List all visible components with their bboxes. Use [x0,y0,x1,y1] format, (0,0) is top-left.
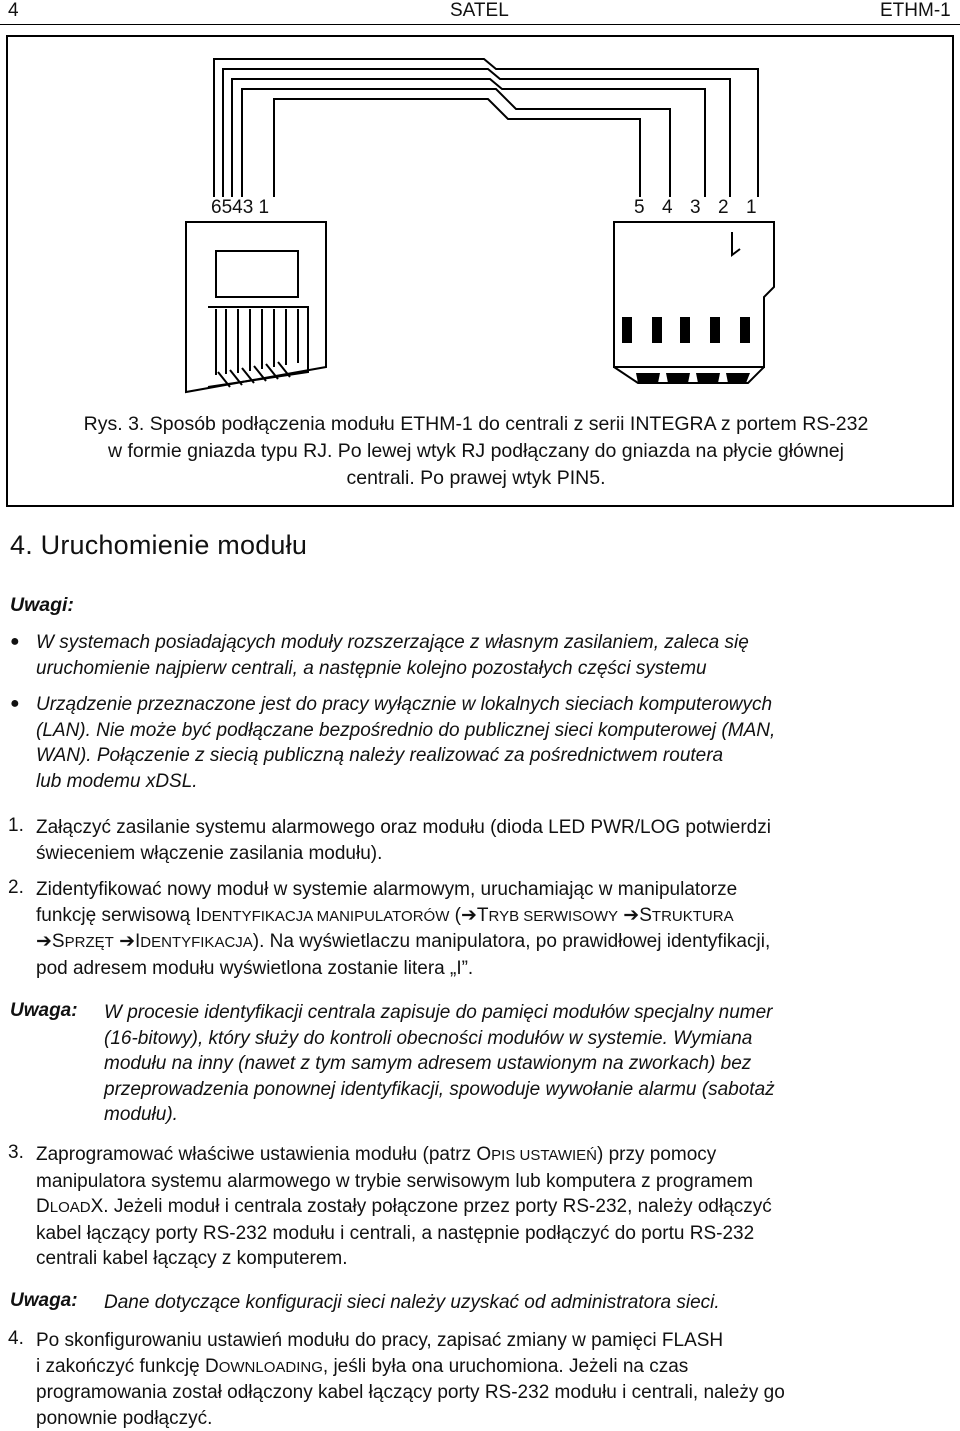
step-1 [36,815,952,866]
text-line: centrali kabel łączący z komputerem. [36,1248,348,1269]
text-line: W procesie identyfikacji centrala zapisuje do pamięci modułów specjalny numer [104,1002,773,1023]
note-label: Uwaga: [10,1000,78,1021]
bullet-icon: ● [10,695,20,712]
caption-line: Rys. 3. Sposób podłączenia modułu ETHM-1 do centrali z serii INTEGRA z portem RS-232 [83,413,869,435]
caption-line: centrali. Po prawej wtyk PIN5. [346,467,606,489]
arrow-right-icon: ➔ [623,904,640,926]
text-line: Po skonfigurowaniu ustawień modułu do pracy, zapisać zmiany w pamięci FLASH [36,1330,724,1351]
header-brand: SATEL [450,0,509,21]
pin-label: 1 [746,197,757,218]
text-line: kabel łączący porty RS-232 modułu i centrali, a następnie podłączyć do portu RS-232 [36,1222,755,1244]
text-line: Zidentyfikować nowy moduł w systemie alarmowym, uruchamiając w manipulatorze [36,879,738,900]
text-line: świeceniem włączenie zasilania modułu). [36,842,383,864]
notes-label: Uwagi: [10,594,74,616]
text-line: i zakończyć funkcję DOWNLOADING, jeśli była ona uruchomiona. Jeżeli na czas [36,1355,689,1377]
step-number: 1. [8,815,24,836]
step-number: 4. [8,1328,24,1349]
step-number: 3. [8,1142,24,1163]
pin-label: 3 [690,197,701,218]
text-line: Załączyć zasilanie systemu alarmowego oraz modułu (dioda LED PWR/LOG potwierdzi [36,817,771,838]
text-line: (16-bitowy), który służy do kontroli obecności modułów w systemie. Wymiana [104,1027,753,1049]
step-3 [36,1142,952,1272]
text-line: przeprowadzenia ponownej identyfikacji, spowoduje wywołanie alarmu (sabotaż [104,1078,775,1100]
left-plug-pin-labels: 6543 1 [211,197,270,218]
note-label: Uwaga: [10,1290,78,1311]
text-line: modułu). [104,1104,178,1125]
note-1 [104,1000,952,1128]
text-line: (LAN). Nie może być podłączane bezpośrednio do publicznej sieci komputerowej (MAN, [36,719,776,741]
step-2 [36,877,952,981]
header-product: ETHM-1 [880,0,951,21]
arrow-right-icon: ➔ [36,931,52,952]
text-line: funkcję serwisową IDENTYFIKACJA MANIPULATORÓW (➔TRYB SERWISOWY ➔STRUKTURA [36,904,734,926]
pin-label: 5 [634,197,645,218]
text-line: pod adresem modułu wyświetlona zostanie litera „I”. [36,957,474,979]
step-number: 2. [8,877,24,898]
text-line: Zaprogramować właściwe ustawienia modułu (patrz OPIS USTAWIEŃ) przy pomocy [36,1144,717,1165]
note-bullet-2 [36,692,952,794]
section-title: 4. Uruchomienie modułu [10,530,308,560]
text-line: W systemach posiadających moduły rozszerzające z własnym zasilaniem, zaleca się [36,632,749,653]
step-4 [36,1328,952,1431]
arrow-right-icon: ➔ [119,931,135,952]
note-bullet-1 [36,630,952,681]
text-line: lub modemu xDSL. [36,770,198,792]
text-line: ➔SPRZĘT ➔IDENTYFIKACJA). Na wyświetlaczu manipulatora, po prawidłowej identyfikacji, [36,931,771,952]
pin-label: 2 [718,197,729,218]
text-line: manipulatora systemu alarmowego w trybie serwisowym lub komputera z programem [36,1170,753,1192]
text-line: programowania został odłączony kabel łączący porty RS-232 modułu i centrali, należy go [36,1382,785,1403]
text-line: modułu na inny (nawet z tym samym adresem ustawionym na zworkach) bez [104,1053,752,1074]
text-line: ponownie podłączyć. [36,1407,213,1429]
page-header [0,0,960,24]
caption-line: w formie gniazda typu RJ. Po lewej wtyk RJ podłączany do gniazda na płycie głównej [108,440,844,462]
bullet-icon: ● [10,633,20,650]
text-line: DLOADX. Jeżeli moduł i centrala zostały połączone przez porty RS-232, należy odłączyć [36,1196,772,1217]
figure-caption [12,411,940,492]
text-line: uruchomienie najpierw centrali, a następnie kolejno pozostałych części systemu [36,657,707,679]
pin-label: 4 [662,197,673,218]
text-line: WAN). Połączenie z siecią publiczną należy realizować za pośrednictwem routera [36,745,724,766]
text-line: Urządzenie przeznaczone jest do pracy wyłącznie w lokalnych sieciach komputerowych [36,694,773,715]
arrow-right-icon: ➔ [461,904,477,926]
page-number: 4 [8,0,19,21]
note-2: Dane dotyczące konfiguracji sieci należy uzyskać od administratora sieci. [104,1292,720,1313]
header-divider [0,24,960,25]
